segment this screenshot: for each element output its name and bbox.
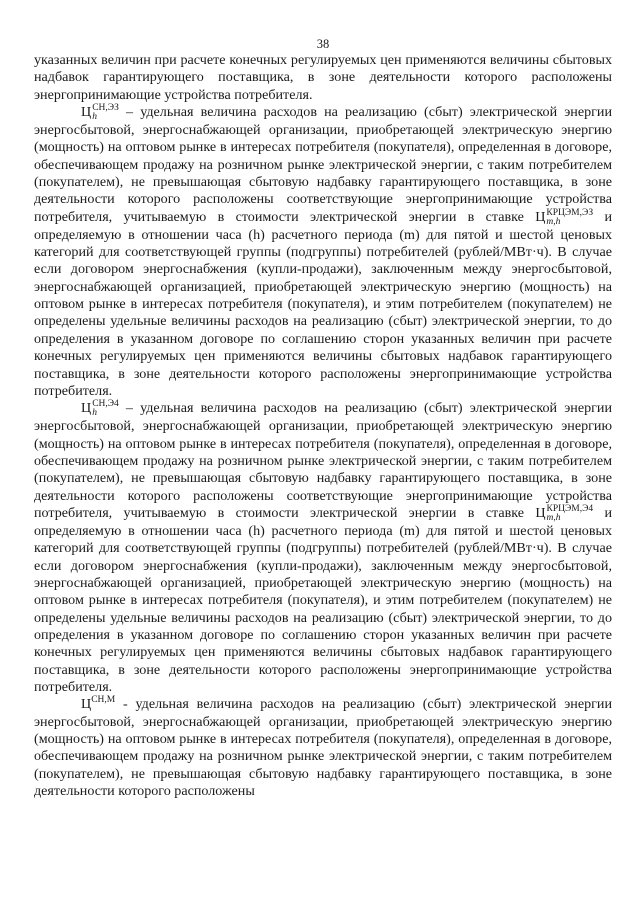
symbol-superscript: СН,ЭЗ — [92, 103, 119, 114]
symbol-main: Ц — [81, 400, 92, 417]
symbol-subscript: m,h — [546, 512, 561, 523]
symbol-krcem-e4 — [535, 505, 593, 521]
document-page — [34, 36, 612, 800]
symbol-indices — [547, 505, 594, 523]
symbol-main: Ц — [81, 696, 92, 713]
symbol-superscript: КРЦЭМ,ЭЗ — [546, 207, 594, 218]
symbol-superscript: КРЦЭМ,Э4 — [546, 503, 594, 514]
symbol-indices — [546, 209, 593, 227]
paragraph-continuation: указанных величин при расчете конечных регулируемых цен применяются величины сбытовых надбавок гарантирующего поставщика, в зоне деятельности которого расположены энергопринимающие устройства потребителя. — [34, 52, 612, 103]
symbol-superscript: СН,М — [91, 694, 116, 705]
symbol-cn-m — [81, 696, 115, 712]
symbol-subscript: m,h — [546, 216, 561, 227]
paragraph-text-b: и определяемую в отношении часа (h) расчетного периода (m) для пятой и шестой ценовых категорий для соответствующей группы (подгруппы) потребителей (рублей/МВт·ч). В случае если договором энергоснабжения (купли-продажи), заключенным между энергосбытовой, энергоснабжающей организацией, приобретающей электрическую энергию (мощность) на оптовом рынке в интересах потребителя (покупателя), и этим потребителем (покупателем) не определены удельные величины расходов на реализацию (сбыт) электрической энергии, то до определения в указанном договоре по соглашению сторон указанных величин при расчете конечных регулируемых цен применяются величины сбытовых надбавок гарантирующего поставщика, в зоне деятельности которого расположены энергопринимающие устройства потребителя. — [34, 208, 612, 399]
symbol-main: Ц — [535, 505, 546, 522]
symbol-cn-e3 — [81, 103, 119, 123]
paragraph-cn-e4 — [34, 400, 612, 696]
symbol-krcem-e3 — [535, 209, 593, 225]
symbol-main: Ц — [81, 104, 92, 121]
paragraph-text-a: – удельная величина расходов на реализацию (сбыт) электрической энергии энергосбытовой, энергоснабжающей организации, приобретающей электрическую энергию (мощность) на оптовом рынке в интересах потребителя (покупателя), определенная в договоре, обеспечивающем продажу на розничном рынке электрической энергии, с таким потребителем (покупателем), не превышающая сбытовую надбавку гарантирующего поставщика, в зоне деятельности которого расположены соответствующие энергопринимающие устройства потребителя, учитываемую в стоимости электрической энергии в ставке — [34, 400, 612, 522]
page-number: 38 — [316, 37, 330, 51]
symbol-indices — [92, 400, 119, 418]
paragraph-text-a: – удельная величина расходов на реализацию (сбыт) электрической энергии энергосбытовой, энергоснабжающей организации, приобретающей электрическую энергию (мощность) на оптовом рынке в интересах потребителя (покупателя), определенная в договоре, обеспечивающем продажу на розничном рынке электрической энергии, с таким потребителем (покупателем), не превышающая сбытовую надбавку гарантирующего поставщика, в зоне деятельности которого расположены соответствующие энергопринимающие устройства потребителя, учитываемую в стоимости электрической энергии в ставке — [34, 104, 612, 225]
paragraph-cn-e3 — [34, 104, 612, 400]
symbol-subscript: h — [92, 112, 97, 123]
symbol-indices — [92, 104, 119, 122]
symbol-cn-e4 — [81, 399, 119, 419]
symbol-subscript: h — [92, 408, 97, 419]
symbol-superscript: СН,Э4 — [92, 399, 119, 410]
symbol-main: Ц — [535, 208, 546, 225]
paragraph-cn-m — [34, 696, 612, 800]
paragraph-text-a: - удельная величина расходов на реализацию (сбыт) электрической энергии энергосбытовой, энергоснабжающей организации, приобретающей электрическую энергию (мощность) на оптовом рынке в интересах потребителя (покупателя), определенная в договоре, обеспечивающем продажу на розничном рынке электрической энергии, с таким потребителем (покупателем), не превышающая сбытовую надбавку гарантирующего поставщика, в зоне деятельности которого расположены — [34, 696, 612, 800]
paragraph-text-b: и определяемую в отношении часа (h) расчетного периода (m) для пятой и шестой ценовых категорий для соответствующей группы (подгруппы) потребителей (рублей/МВт·ч). В случае если договором энергоснабжения (купли-продажи), заключенным между энергосбытовой, энергоснабжающей организацией, приобретающей электрическую энергию (мощность) на оптовом рынке в интересах потребителя (покупателя), и этим потребителем (покупателем) не определены удельные величины расходов на реализацию (сбыт) электрической энергии, то до определения в указанном договоре по соглашению сторон указанных величин при расчете конечных регулируемых цен применяются величины сбытовых надбавок гарантирующего поставщика, в зоне деятельности которого расположены энергопринимающие устройства потребителя. — [34, 505, 612, 695]
